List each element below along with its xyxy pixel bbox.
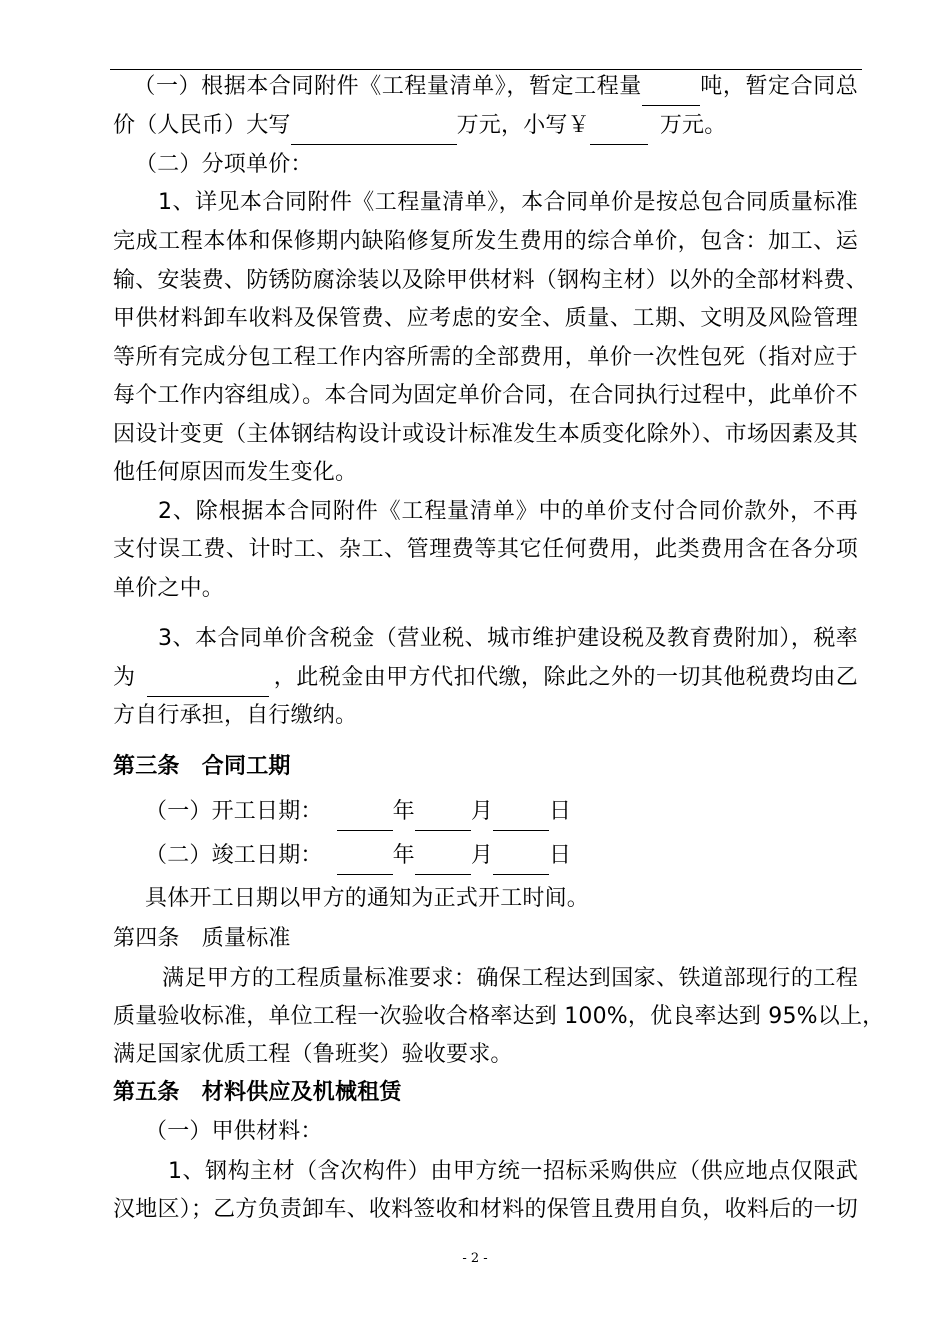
paragraph-line: 输、安装费、防锈防腐涂装以及除甲供材料（钢构主材）以外的全部材料费、 [113,268,868,293]
start-date-note: 具体开工日期以甲方的通知为正式开工时间。 [145,886,590,911]
paragraph-line: 汉地区）；乙方负责卸车、收料签收和材料的保管且费用自负，收料后的一切 [113,1197,858,1222]
start-date-line: （一）开工日期： 年 月 日 [145,793,890,831]
paragraph-line: 每个工作内容组成）。本合同为固定单价合同，在合同执行过程中，此单价不 [113,383,858,408]
tax-rate-line: 为 ，此税金由甲方代扣代缴，除此之外的一切其他税费均由乙 [113,659,858,697]
end-day-blank[interactable] [493,846,549,875]
paragraph-line: 满足国家优质工程（鲁班奖）验收要求。 [113,1042,513,1067]
section-5-heading: 第五条 材料供应及机械租赁 [113,1080,402,1105]
start-year-blank[interactable] [337,802,393,831]
paragraph-line: 满足甲方的工程质量标准要求：确保工程达到国家、铁道部现行的工程 [162,966,858,991]
end-month-blank[interactable] [415,846,471,875]
end-year-blank[interactable] [337,846,393,875]
unit-price-heading: （二）分项单价： [135,152,313,177]
tonnage-blank[interactable] [642,77,700,106]
amount-line: 价（人民币）大写 万元，小写￥ 万元。 [113,107,858,145]
tax-paragraph-line: 3、本合同单价含税金（营业税、城市维护建设税及教育费附加），税率 [158,626,858,651]
section-4-heading: 第四条 质量标准 [113,926,291,951]
paragraph-line: 甲供材料卸车收料及保管费、应考虑的安全、质量、工期、文明及风险管理 [113,306,858,331]
end-date-line: （二）竣工日期： 年 月 日 [145,837,890,875]
paragraph-line: 完成工程本体和保修期内缺陷修复所发生费用的综合单价，包含：加工、运 [113,229,858,254]
amount-lowercase-blank[interactable] [590,116,648,145]
paragraph-line: 2、除根据本合同附件《工程量清单》中的单价支付合同价款外，不再 [158,499,858,524]
paragraph-line: 1、钢构主材（含次构件）由甲方统一招标采购供应（供应地点仅限武 [168,1159,858,1184]
paragraph-line: 等所有完成分包工程工作内容所需的全部费用，单价一次性包死（指对应于 [113,345,858,370]
paragraph-line: 单价之中。 [113,576,225,601]
amount-uppercase-blank[interactable] [291,116,457,145]
paragraph-line: 他任何原因而发生变化。 [113,460,358,485]
start-month-blank[interactable] [415,802,471,831]
tonnage-line: （一）根据本合同附件《工程量清单》，暂定工程量 吨，暂定合同总 [113,68,858,106]
start-day-blank[interactable] [493,802,549,831]
tax-rate-blank[interactable] [147,662,269,697]
paragraph-line: 方自行承担，自行缴纳。 [113,703,358,728]
paragraph-line: 质量验收标准，单位工程一次验收合格率达到 100%，优良率达到 95%以上， [113,1004,885,1029]
paragraph-line: 1、详见本合同附件《工程量清单》，本合同单价是按总包合同质量标准 [158,190,858,215]
page-number: - 2 - [462,1251,488,1266]
paragraph-line: 因设计变更（主体钢结构设计或设计标准发生本质变化除外）、市场因素及其 [113,422,858,447]
supplied-materials-heading: （一）甲供材料： [145,1119,323,1144]
paragraph-line: 支付误工费、计时工、杂工、管理费等其它任何费用，此类费用含在各分项 [113,537,858,562]
section-3-heading: 第三条 合同工期 [113,754,291,779]
